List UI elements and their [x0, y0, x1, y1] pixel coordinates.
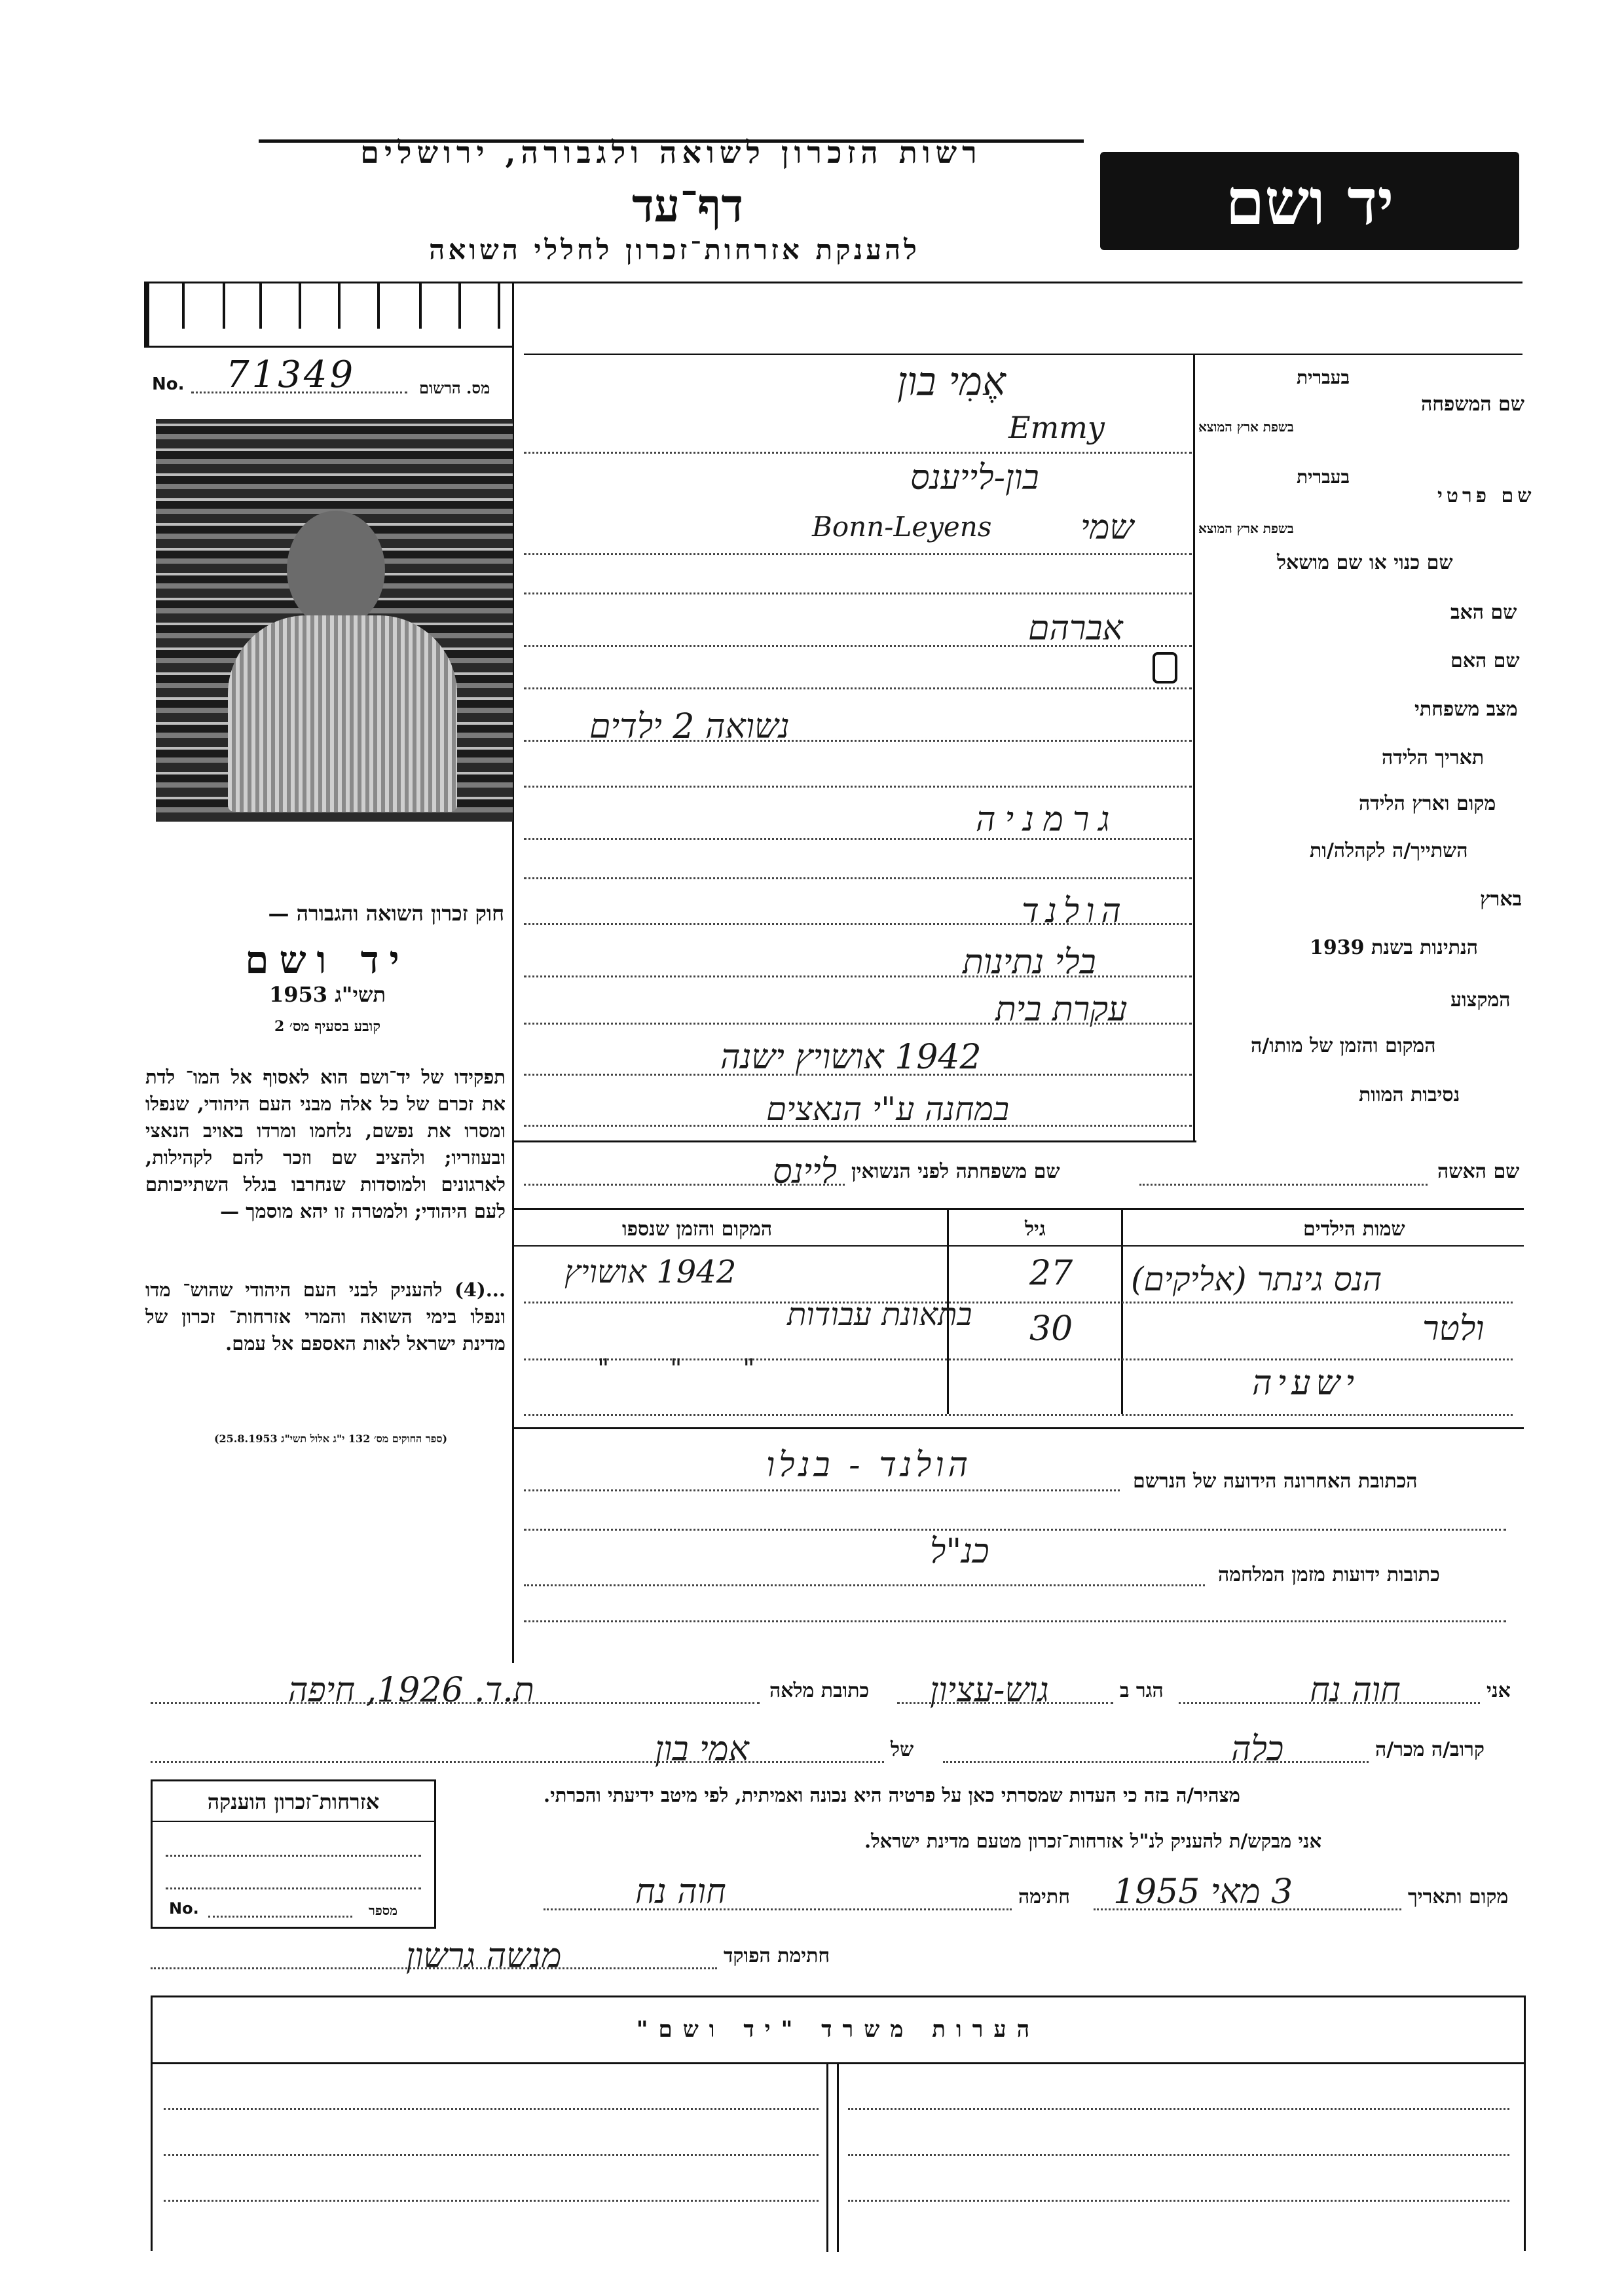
- last-address-label: הכתובת האחרונה הידועה של הנרשם: [1133, 1470, 1418, 1493]
- death-place-line: [524, 1074, 1192, 1076]
- label-column-divider: [1193, 354, 1195, 1142]
- child-name: ישעיה: [1252, 1364, 1359, 1403]
- officer-label: חתימת הפוקד: [724, 1944, 830, 1967]
- nickname-label: שם כנוי או שם מושאל: [1277, 551, 1453, 574]
- cert-title-rule: [153, 1821, 434, 1822]
- remarks-line-3: [164, 2154, 819, 2156]
- birth-date-line: [524, 786, 1192, 788]
- signature-line: [544, 1908, 1012, 1910]
- remarks-divider: [826, 2062, 828, 2252]
- photo-dress: [228, 615, 457, 812]
- war-address-label: כתובות ידועות מזמן המלחמה: [1218, 1563, 1440, 1586]
- citizenship-label: הנתינות בשנת 1939: [1310, 936, 1479, 959]
- photo-face: [287, 511, 385, 629]
- resides-label: הגר ב: [1120, 1679, 1164, 1702]
- last-address-value: הולנד - בנלו: [766, 1446, 972, 1485]
- spouse-maiden-line: [524, 1184, 845, 1186]
- fields-top-rule: [524, 354, 1522, 355]
- war-address-line: [524, 1584, 1205, 1586]
- fields-bottom-rule: [512, 1140, 1196, 1142]
- family-name-hebrew-value: אֶמִי בון: [897, 359, 1006, 405]
- header: [0, 0, 1624, 288]
- table-row: [512, 1247, 1524, 1300]
- remarks-line-4: [848, 2154, 1509, 2156]
- child-place: בתאונת עבודות: [787, 1296, 972, 1333]
- declarant-ani-label: אני: [1486, 1679, 1511, 1702]
- profession-line: [524, 1023, 1192, 1025]
- nickname-line: [524, 592, 1192, 594]
- family-name-origin-label: בשפת ארץ המוצא: [1198, 419, 1294, 435]
- cert-line-1: [166, 1855, 421, 1857]
- officer-line: [151, 1967, 717, 1969]
- mother-line: [524, 687, 1192, 689]
- first-name-line: [524, 553, 1192, 555]
- family-name-line: [524, 452, 1192, 454]
- certificate-box: [151, 1779, 436, 1929]
- family-name-hebrew-label: בעברית: [1297, 367, 1350, 388]
- birth-place-line: [524, 838, 1192, 840]
- law-paragraph-2: ...(4) להעניק לבני העם היהודי שהוש־ מדו ונפלו בימי השואה והמרי אזרחות־ זכרון של מדינת ישראל לאות האספם אל עמם.: [145, 1279, 506, 1355]
- birth-place-value: גרמניה: [976, 800, 1119, 839]
- resides-line: [897, 1702, 1113, 1704]
- cert-line-2: [166, 1887, 421, 1889]
- last-address-line: [524, 1489, 1120, 1491]
- child-name: הנס גינתר (אליקים): [1131, 1260, 1382, 1298]
- profession-label: המקצוע: [1450, 989, 1511, 1011]
- form-subtitle: להענקת אזרחות־זכרון לחללי השואה: [429, 234, 920, 266]
- remarks-line-1: [164, 2108, 819, 2110]
- address-label: כתובת מלאה: [769, 1679, 870, 1702]
- cert-no-label: No.: [169, 1899, 199, 1918]
- remarks-line-6: [848, 2200, 1509, 2202]
- remarks-top-rule: [151, 1995, 1526, 1997]
- spouse-line: [1139, 1184, 1428, 1186]
- war-address-value: כנ"ל: [930, 1532, 989, 1571]
- war-address-line-2: [524, 1620, 1506, 1622]
- child-place: 1942 אושויץ: [564, 1254, 737, 1290]
- statement-1: מצהיר/ה בזה כי העדות שמסרתי כאן על פרטיה היא נכונה ואמיתית, לפי מיטב ידיעתי והכרתי.: [544, 1784, 1240, 1806]
- law-paragraph-1: תפקידו של יד־ושם הוא לאסוף אל המו־ לדת את זכרם של כל אלה מבני העם היהודי, שנפלו ומסרו את נפשם, נלחמו ומרדו באויב הנאצי ובעוזריו; ולהציב שם וזכר להם לקהילות, לארגונים ולמוסדות שנחרבו בגלל השתייכותם לעם היהודי; ולמטרה זו יהא מוסמך —: [145, 1066, 506, 1222]
- death-circumstances-line: [524, 1125, 1192, 1127]
- law-clause: קובע בסעיף מס׳ 2: [274, 1018, 381, 1035]
- children-col-age: גיל: [1025, 1218, 1046, 1241]
- officer-signature: מנשה גרשון: [406, 1937, 562, 1976]
- birth-date-label: תאריך הלידה: [1382, 746, 1485, 769]
- barcode-base-rule: [144, 346, 514, 348]
- remarks-line-5: [164, 2200, 819, 2202]
- relation-value: כלה: [1231, 1730, 1284, 1769]
- of-name-value: אמי בון: [655, 1730, 749, 1769]
- family-name-label: שם המשפחה: [1421, 393, 1525, 416]
- first-name-label: שם פרטי: [1437, 484, 1536, 507]
- child-place: " " ": [597, 1354, 755, 1384]
- spouse-maiden-label: שם משפחתה לפני הנשואין: [851, 1160, 1060, 1183]
- registration-no-label: No.: [152, 374, 185, 394]
- father-label: שם האב: [1450, 601, 1517, 624]
- community-label: השתייך/ה לקהלה/ות: [1310, 839, 1468, 862]
- death-place-value: 1942 אושויץ ישנה: [720, 1038, 982, 1077]
- law-citation: (ספר החוקים מס׳ 132 י"ג אלול תשי"ג 25.8.1953): [213, 1432, 448, 1445]
- mother-label: שם האם: [1450, 649, 1520, 672]
- form-title: דף־עד: [631, 178, 743, 232]
- signature-value: חוה נח: [635, 1872, 726, 1912]
- children-header-rule: [512, 1245, 1524, 1247]
- mother-value-mark: [1153, 652, 1177, 683]
- remarks-label: הערות משרד "יד ושם": [636, 2016, 1041, 2043]
- registration-label: מס. הרשום: [419, 378, 490, 397]
- relation-line: [943, 1761, 1369, 1763]
- child-name: ולטר: [1422, 1309, 1485, 1349]
- law-name: יד ושם: [245, 938, 410, 982]
- family-name-origin-value: Emmy: [1008, 410, 1105, 445]
- last-address-line-2: [524, 1529, 1506, 1531]
- remarks-line-2: [848, 2108, 1509, 2110]
- statement-2: אני מבקש/ת להעניק לנ"ל אזרחות־זכרון מטעם מדינת ישראל.: [864, 1830, 1322, 1852]
- birth-place-label: מקום וארץ הלידה: [1359, 792, 1496, 815]
- law-year: תשי"ג 1953: [269, 982, 386, 1007]
- cert-num-label: מספר: [369, 1903, 397, 1918]
- of-label: של: [891, 1738, 914, 1761]
- signature-label: חתימה: [1018, 1886, 1070, 1908]
- first-name-hebrew-label: בעברית: [1297, 466, 1350, 488]
- spouse-bottom-rule: [512, 1208, 1524, 1210]
- death-place-label: המקום והזמן של מותו/ה: [1251, 1034, 1436, 1057]
- table-row: [512, 1296, 1524, 1355]
- authority-line: רשות הזכרון לשואה ולגבורה, ירושלים: [360, 135, 982, 170]
- place-date-line: [1094, 1908, 1401, 1910]
- children-col-place: המקום והזמן שנספו: [622, 1218, 773, 1241]
- place-date-value: 3 מאי 1955: [1113, 1872, 1293, 1912]
- of-name-line: [151, 1761, 884, 1763]
- profession-value: עקרת בית: [995, 990, 1128, 1029]
- father-line: [524, 645, 1192, 647]
- first-name-origin-value: Bonn-Leyens: [812, 511, 992, 543]
- children-row-line-3: [524, 1414, 1513, 1416]
- child-age: 30: [1029, 1309, 1073, 1349]
- children-bottom-rule: [512, 1427, 1524, 1429]
- declarant-name-line: [1179, 1702, 1480, 1704]
- victim-photo: [156, 419, 513, 822]
- address-value: ת.ד. 1926, חיפה: [288, 1671, 534, 1710]
- relative-label: קרוב/ה מכר/ה: [1375, 1738, 1485, 1761]
- remarks-divider-2: [837, 2062, 839, 2252]
- father-value: אברהם: [1028, 609, 1123, 648]
- spouse-maiden-value: ליינס: [773, 1152, 838, 1192]
- child-age: 27: [1029, 1254, 1073, 1293]
- address-line: [151, 1702, 760, 1704]
- marital-line: [524, 740, 1192, 742]
- law-heading: חוק זכרון השואה והגבורה —: [268, 901, 504, 926]
- table-row: [512, 1354, 1524, 1413]
- logo-text: יד ושם: [1225, 165, 1394, 239]
- citizenship-line: [524, 975, 1192, 977]
- yad-vashem-logo: [1100, 152, 1519, 250]
- barcode-ticks: [144, 283, 514, 347]
- community-line: [524, 877, 1192, 879]
- country-line: [524, 923, 1192, 925]
- resides-value: גוש-עציון: [930, 1671, 1049, 1710]
- spouse-label: שם האשה: [1437, 1160, 1520, 1183]
- registration-number: 71349: [226, 354, 356, 396]
- first-name-hebrew-value-2: שמי: [1080, 508, 1134, 547]
- children-col-names: שמות הילדים: [1303, 1218, 1405, 1241]
- cert-number-line: [208, 1916, 352, 1918]
- citizenship-value: בלי נתינות: [963, 943, 1096, 982]
- marital-label: מצב משפחתי: [1414, 698, 1518, 721]
- declarant-name: חוה נח: [1310, 1671, 1401, 1710]
- death-circumstances-label: נסיבות המוות: [1359, 1084, 1460, 1106]
- cert-title: אזרחות־זכרון הוענקה: [207, 1789, 380, 1814]
- death-circumstances-value: במחנה ע"י הנאצים: [766, 1090, 1010, 1128]
- country-label: בארץ: [1480, 888, 1522, 911]
- country-value: הולנד: [1022, 892, 1128, 931]
- place-date-label: מקום ותאריך: [1408, 1886, 1509, 1908]
- first-name-hebrew-value: בון-לייענס: [910, 458, 1039, 498]
- marital-value: נשואה 2 ילדים: [589, 707, 790, 746]
- first-name-origin-label: בשפת ארץ המוצא: [1198, 520, 1294, 536]
